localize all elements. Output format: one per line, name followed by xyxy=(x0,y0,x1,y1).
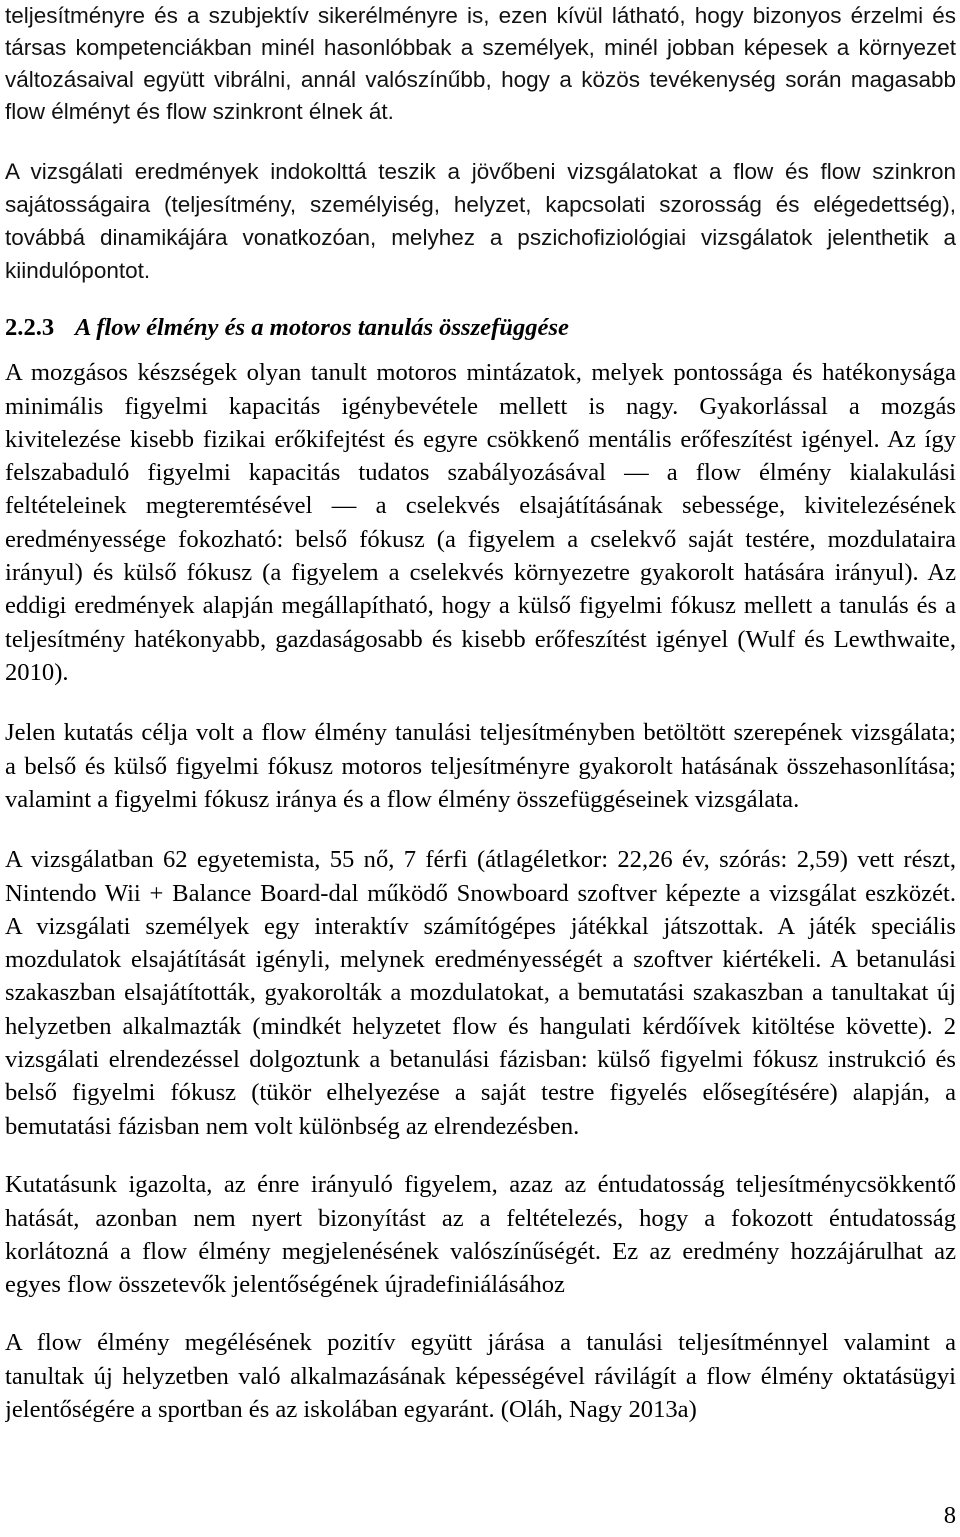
text-line: korlátozná a flow élmény megjelenésének valószínűségét. Ez az eredmény hozzájárulhat az xyxy=(5,1237,956,1265)
text-line: 2010). xyxy=(5,658,69,686)
text-line: jelentőségére a sportban és az iskolában egyaránt. (Oláh, Nagy 2013a) xyxy=(5,1395,697,1423)
text-line: a belső és külső figyelmi fókusz motoros teljesítményre gyakorolt hatásának összehasonlítása; xyxy=(5,752,956,780)
text-line: társas kompetenciákban minél hasonlóbbak a személyek, minél jobban képesek a környezet xyxy=(5,35,956,60)
text-line: kiindulópontot. xyxy=(5,257,151,283)
text-line: teljesítmény hatékonyabb, gazdaságosabb és kisebb erőfeszítést igényel (Wulf és Lewthwaite, xyxy=(5,625,956,653)
paragraph xyxy=(5,155,956,287)
text-line: változásaival együtt vibrálni, annál valószínűbb, hogy a közös tevékenység során magasabb xyxy=(5,67,956,92)
paragraph xyxy=(5,356,956,689)
text-line: valamint a figyelmi fókusz iránya és a flow élmény összefüggéseinek vizsgálata. xyxy=(5,785,800,813)
text-line: irányul) és külső fókusz (a figyelem a cselekvés környezetre gyakorolt hatására irányul). Az xyxy=(5,559,956,587)
text-line: Nintendo Wii + Balance Board-dal működő Snowboard szoftver képezte a vizsgálat eszközét. xyxy=(5,879,956,907)
text-line: feltételeinek megteremtésével — a cselekvés elsajátításának sebessége, kivitelezésének xyxy=(5,492,956,520)
text-line: továbbá dinamikájára vonatkozóan, melyhez a pszichofiziológiai vizsgálatok jelenthetik a xyxy=(5,224,956,250)
paragraph xyxy=(5,0,956,128)
paragraph xyxy=(5,843,956,1143)
paragraph xyxy=(5,716,956,816)
text-line: egyes flow összetevők jelentőségének újradefiniálásához xyxy=(5,1271,565,1299)
text-line: flow élményt és flow szinkront élnek át. xyxy=(5,99,394,124)
text-line: vizsgálati elrendezéssel dolgoztunk a betanulási fázisban: külső figyelmi fókusz instrukció és xyxy=(5,1046,956,1074)
text-line: A vizsgálatban 62 egyetemista, 55 nő, 7 férfi (átlagéletkor: 22,26 év, szórás: 2,59) vett részt, xyxy=(5,846,956,874)
text-line: Jelen kutatás célja volt a flow élmény tanulási teljesítményben betöltött szerepének vizsgálata; xyxy=(5,719,956,747)
text-line: szakaszban elsajátították, gyakorolták a mozdulatokat, a bemutatási szakaszban a tanultakat új xyxy=(5,979,956,1007)
text-line: belső figyelmi fókusz (tükör elhelyezése a saját testre figyelés elősegítésére) alapján, a xyxy=(5,1079,956,1107)
text-line: eredményessége fokozható: belső fókusz (a figyelem a cselekvő saját testére, mozdulataira xyxy=(5,525,956,553)
text-line: A flow élmény megélésének pozitív együtt járása a tanulási teljesítménnyel valamint a xyxy=(5,1329,956,1357)
text-line: mozdulatok elsajátítását igényli, melynek eredményességét a szoftver kiértékeli. A betanulási xyxy=(5,946,956,974)
text-line: tanultak új helyzetben való alkalmazásának képességével rávilágít a flow élmény oktatásügyi xyxy=(5,1362,956,1390)
text-line: A vizsgálati eredmények indokolttá teszik a jövőbeni vizsgálatokat a flow és flow szinkron xyxy=(5,158,956,184)
text-line: eddigi eredmények alapján megállapítható, hogy a külső figyelmi fókusz mellett a tanulás és a xyxy=(5,592,956,620)
text-line: A vizsgálati személyek egy interaktív számítógépes játékkal játszottak. A játék speciális xyxy=(5,912,956,940)
text-line: bemutatási fázisban nem volt különbség az elrendezésben. xyxy=(5,1112,580,1140)
section-title: A flow élmény és a motoros tanulás összefüggése xyxy=(75,313,569,341)
text-line: kivitelezése kisebb fizikai erőkifejtést és egyre csökkenő mentális erőfeszítést igényel. Az így xyxy=(5,425,956,453)
text-line: sajátosságaira (teljesítmény, személyiség, helyzet, kapcsolati szorosság és elégedettség), xyxy=(5,191,956,217)
paragraph xyxy=(5,1168,956,1301)
paragraph xyxy=(5,1326,956,1426)
text-line: A mozgásos készségek olyan tanult motoros mintázatok, melyek pontossága és hatékonysága xyxy=(5,359,956,387)
page-number: 8 xyxy=(943,1501,956,1529)
text-line: Kutatásunk igazolta, az énre irányuló figyelem, azaz az éntudatosság teljesítménycsökkentő xyxy=(5,1171,956,1199)
text-line: teljesítményre és a szubjektív sikerélményre is, ezen kívül látható, hogy bizonyos érzelmi és xyxy=(5,3,956,28)
text-line: minimális figyelmi kapacitás igénybevétele mellett is nagy. Gyakorlással a mozgás xyxy=(5,392,956,420)
section-number: 2.2.3 xyxy=(5,313,55,341)
section-heading xyxy=(5,311,956,344)
text-line: hatását, azonban nem nyert bizonyítást az a feltételezés, hogy a fokozott éntudatosság xyxy=(5,1204,956,1232)
text-line: felszabaduló figyelmi kapacitás tudatos szabályozásával — a flow élmény kialakulási xyxy=(5,459,956,487)
text-line: helyzetben alkalmazták (mindkét helyzetet flow és hangulati kérdőívek kitöltése követte). 2 xyxy=(5,1012,956,1040)
